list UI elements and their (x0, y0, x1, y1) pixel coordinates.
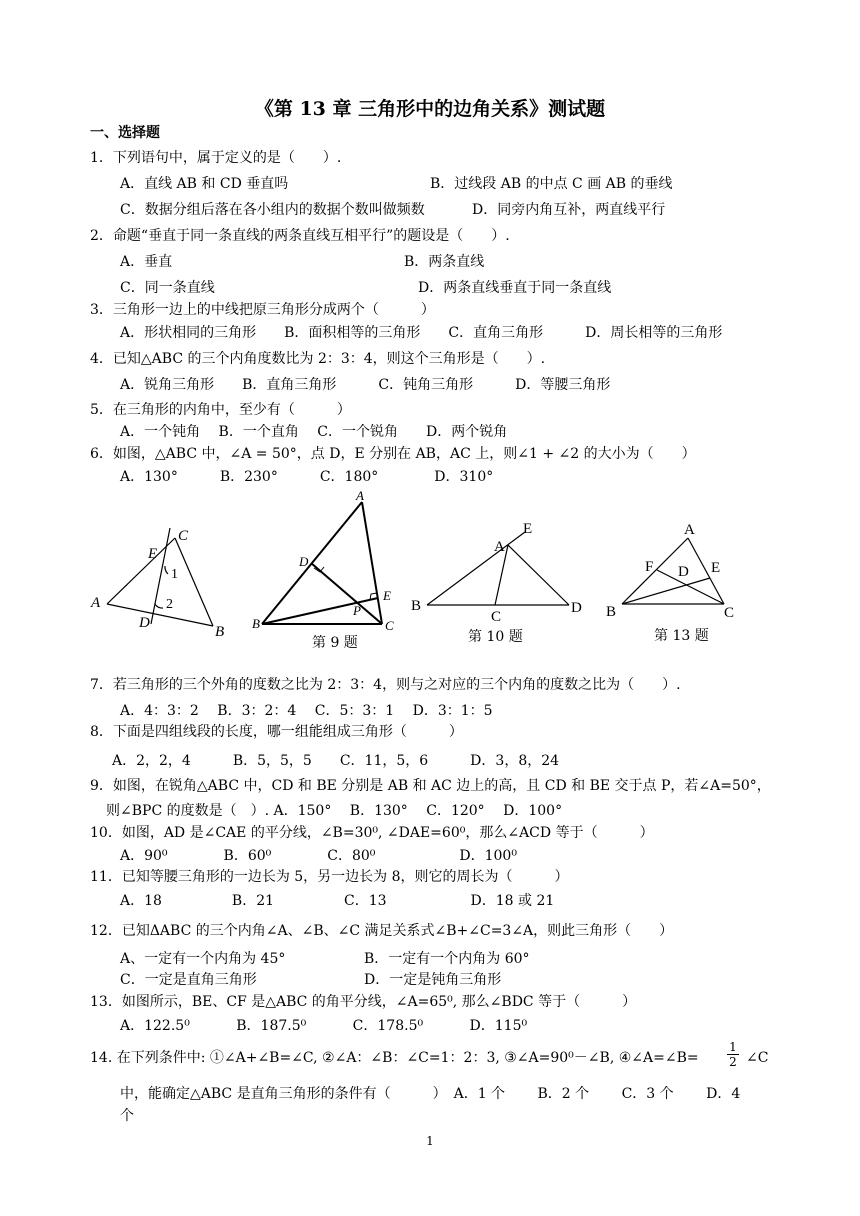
page-title: 《第 13 章 三角形中的边角关系》测试题 (254, 98, 606, 120)
f1-angle-1-arc (165, 566, 168, 574)
question-5: 5．在三角形的内角中，至少有（ ） (90, 402, 351, 418)
question-14: 14. 在下列条件中: ①∠A+∠B=∠C, ②∠A：∠B：∠C=1：2：3, ③∠A=90⁰－∠B, ④∠A=∠B= (90, 1050, 699, 1066)
f2-label-d: D (299, 554, 309, 569)
f2-label-a: A (356, 488, 364, 503)
question-7: 7．若三角形的三个外角的度数之比为 2：3：4，则与之对应的三个内角的度数之比为（ ）. (90, 677, 681, 693)
q14-fraction-numerator: 1 (727, 1040, 739, 1055)
q14-fraction-denominator: 2 (729, 1055, 737, 1069)
f4-label-f: F (645, 559, 654, 575)
f2-side-ac (362, 502, 382, 624)
q12-option-d: D．一定是钝角三角形 (364, 972, 502, 988)
q10-options: A．90⁰ B．60⁰ C．80⁰ D．100⁰ (120, 848, 517, 864)
f1-label-b: B (215, 624, 225, 640)
q1-option-b: B．过线段 AB 的中点 C 画 AB 的垂线 (430, 176, 673, 192)
question-9: 9．如图，在锐角△ABC 中，CD 和 BE 分别是 AB 和 AC 边上的高，且 CD 和 BE 交于点 P，若∠A=50°， (90, 778, 771, 794)
question-14-cont-2: 个 (120, 1108, 134, 1124)
f3-label-c: C (491, 609, 502, 625)
section-heading: 一、选择题 (90, 125, 160, 141)
f3-label-b: B (411, 598, 422, 614)
caption-q13: 第 13 题 (654, 628, 709, 644)
q2-option-a: A．垂直 (120, 254, 173, 270)
f4-label-d: D (678, 564, 689, 580)
q12-option-c: C．一定是直角三角形 (120, 972, 257, 988)
figure-q10 (405, 515, 595, 625)
question-1: 1．下列语句中，属于定义的是（ ）. (90, 150, 342, 166)
q12-option-a: A、一定有一个内角为 45° (120, 951, 286, 967)
f1-angle-2-arc (155, 604, 163, 608)
caption-q9: 第 9 题 (312, 635, 358, 651)
question-13: 13．如图所示，BE、CF 是△ABC 的角平分线，∠A=65⁰, 那么∠BDC 等于（ ） (90, 994, 637, 1010)
figure-q9 (250, 488, 410, 636)
question-4: 4．已知△ABC 的三个内角度数比为 2：3：4，则这个三角形是（ ）. (90, 351, 546, 367)
q11-options: A．18 B．21 C．13 D．18 或 21 (120, 893, 555, 909)
f2-label-e: E (383, 588, 391, 603)
question-10: 10．如图，AD 是∠CAE 的平分线，∠B=30⁰, ∠DAE=60⁰，那么∠ACD 等于（ ） (90, 825, 654, 841)
q1-option-c: C．数据分组后落在各小组内的数据个数叫做频数 (120, 202, 425, 218)
q2-option-c: C．同一条直线 (120, 280, 215, 296)
f1-label-a: A (91, 595, 101, 611)
f3-label-e: E (523, 521, 533, 537)
f3-line-be (427, 532, 525, 605)
caption-q10: 第 10 题 (468, 629, 523, 645)
page-number: 1 (426, 1134, 434, 1148)
f1-label-1: 1 (171, 567, 178, 582)
q7-options: A．4：3：2 B．3：2：4 C．5：3：1 D．3：1：5 (120, 703, 493, 719)
f3-label-a: A (494, 539, 505, 555)
f1-side-cb (175, 538, 213, 626)
f1-label-e: E (148, 546, 158, 562)
f1-label-2: 2 (166, 597, 173, 612)
f3-line-ad (508, 545, 569, 605)
q2-option-d: D．两条直线垂直于同一条直线 (418, 280, 612, 296)
q14-tail: ∠C (746, 1050, 769, 1066)
question-11: 11．已知等腰三角形的一边长为 5，另一边长为 8，则它的周长为（ ） (90, 869, 569, 885)
question-9-cont: 则∠BPC 的度数是（ ）. A．150° B．130° C．120° D．100° (106, 803, 563, 819)
q12-option-b: B．一定有一个内角为 60° (364, 951, 530, 967)
question-3: 3．三角形一边上的中线把原三角形分成两个（ ） (90, 302, 435, 318)
f4-label-c: C (724, 605, 735, 621)
f2-label-c: C (385, 618, 394, 633)
f1-side-ac (107, 538, 175, 604)
figure-q13 (600, 516, 750, 626)
q6-options: A．130° B．230° C．180° D．310° (120, 469, 494, 485)
q4-options: A．锐角三角形 B．直角三角形 C．钝角三角形 D．等腰三角形 (120, 377, 611, 393)
question-8: 8．下面是四组线段的长度，哪一组能组成三角形（ ） (90, 724, 463, 740)
f1-side-ab (107, 604, 213, 626)
f2-label-p: P (353, 603, 361, 618)
question-12: 12．已知ΔABC 的三个内角∠A、∠B、∠C 满足关系式∠B+∠C=3∠A，则此三角形（ ） (90, 923, 674, 939)
q5-options: A．一个钝角 B．一个直角 C．一个锐角 D．两个锐角 (120, 424, 508, 440)
question-2: 2．命题“垂直于同一条直线的两条直线互相平行”的题设是（ ）. (90, 228, 510, 244)
q8-options: A．2，2，4 B．5，5，5 C．11，5，6 D．3，8，24 (112, 753, 560, 769)
f4-label-b: B (606, 604, 617, 620)
f4-label-e: E (711, 560, 721, 576)
q2-option-b: B．两条直线 (404, 254, 485, 270)
q3-options: A．形状相同的三角形 B．面积相等的三角形 C．直角三角形 D．周长相等的三角形 (120, 325, 723, 341)
question-14-cont: 中，能确定△ABC 是直角三角形的条件有（ ） A．1 个 B．2 个 C．3 个 D．4 (120, 1086, 741, 1102)
q13-options: A．122.5⁰ B．187.5⁰ C．178.5⁰ D．115⁰ (120, 1018, 528, 1034)
f3-label-d: D (571, 600, 582, 616)
f4-label-a: A (684, 522, 695, 538)
f2-label-b: B (252, 616, 260, 631)
q14-fraction (727, 1040, 739, 1069)
f1-label-c: C (178, 528, 189, 544)
q1-option-d: D．同旁内角互补，两直线平行 (472, 202, 666, 218)
figure-triangle-1 (85, 520, 235, 640)
f1-label-d: D (139, 615, 150, 631)
q1-option-a: A．直线 AB 和 CD 垂直吗 (120, 176, 289, 192)
question-6: 6．如图，△ABC 中，∠A = 50°，点 D，E 分别在 AB，AC 上，则∠1 + ∠2 的大小为（ ） (90, 446, 696, 462)
